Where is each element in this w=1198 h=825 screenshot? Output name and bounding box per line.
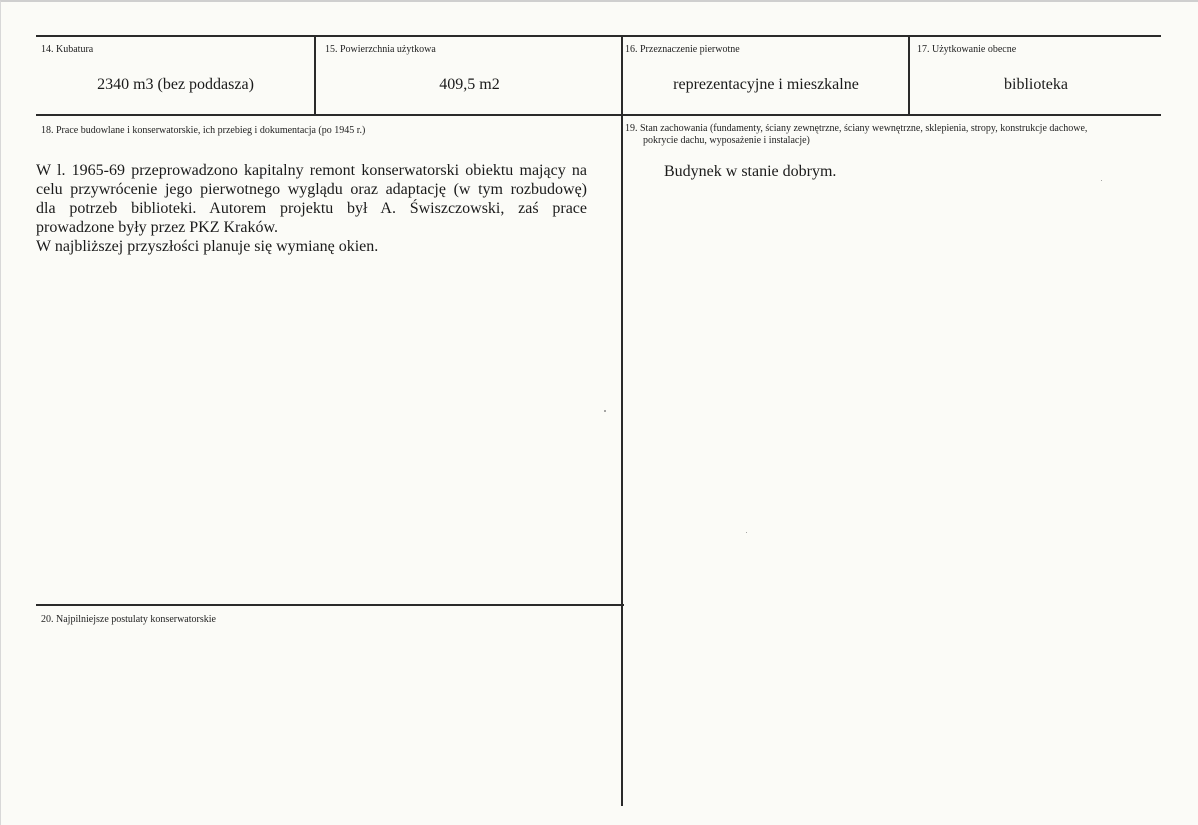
divider-16-17 xyxy=(908,36,910,115)
field15-label: 15. Powierzchnia użytkowa xyxy=(325,44,436,55)
field16-value: reprezentacyjne i mieszkalne xyxy=(673,76,859,93)
row1-bottom-rule xyxy=(36,114,1161,116)
top-rule xyxy=(36,35,1161,37)
field20-label: 20. Najpilniejsze postulaty konserwatorskie xyxy=(41,614,216,625)
field18-line-1: W l. 1965-69 przeprowadzono kapitalny remont konserwatorski obiektu mający na xyxy=(36,162,587,179)
divider-14-15 xyxy=(314,36,316,115)
scan-speck xyxy=(746,532,747,533)
field18-text xyxy=(36,161,587,256)
field16-label: 16. Przeznaczenie pierwotne xyxy=(625,44,740,55)
field17-label: 17. Użytkowanie obecne xyxy=(917,44,1017,55)
field18-line-5: W najbliższej przyszłości planuje się wymianę okien. xyxy=(36,238,379,255)
field19-value: Budynek w stanie dobrym. xyxy=(664,163,837,180)
scan-speck xyxy=(604,410,606,412)
field18-label: 18. Prace budowlane i konserwatorskie, ich przebieg i dokumentacja (po 1945 r.) xyxy=(41,125,366,136)
field15-value: 409,5 m2 xyxy=(439,76,500,93)
field17-value: biblioteka xyxy=(1004,76,1068,93)
field19-label-line-1: 19. Stan zachowania (fundamenty, ściany zewnętrzne, ściany wewnętrzne, sklepienia, stropy, konstrukcje dachowe, xyxy=(625,123,1088,134)
field20-top-rule xyxy=(36,604,624,606)
field18-line-3: dla potrzeb biblioteki. Autorem projektu był A. Świszczowski, zaś prace xyxy=(36,200,587,217)
divider-15-16 xyxy=(621,36,623,806)
scan-speck xyxy=(1101,180,1102,181)
field14-label: 14. Kubatura xyxy=(41,44,94,55)
field18-line-2: celu przywrócenie jego pierwotnego wyglądu oraz adaptację (w tym rozbudowę) xyxy=(36,181,587,198)
field14-value: 2340 m3 (bez poddasza) xyxy=(97,76,254,93)
field18-line-4: prowadzone były przez PKZ Kraków. xyxy=(36,219,278,236)
field19-label-line-2: pokrycie dachu, wyposażenie i instalacje) xyxy=(643,135,810,146)
